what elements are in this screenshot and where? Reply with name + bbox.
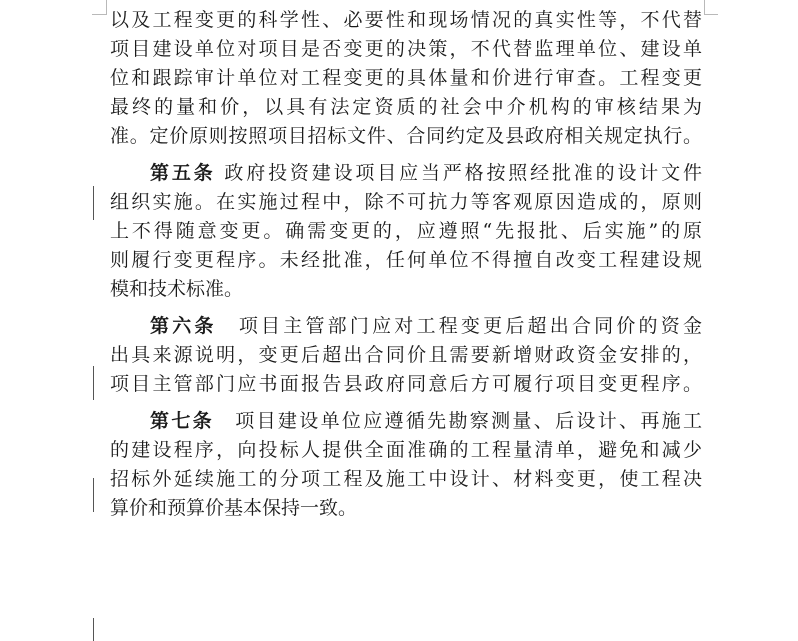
article-7-heading: 第七条	[150, 410, 214, 432]
article-7-paragraph	[110, 407, 702, 523]
paragraph-mark-article-5	[93, 186, 94, 220]
article-7-first-text: 项目建设单位应遵循先勘察测量、后设计、再施工	[235, 410, 702, 432]
text-line: 模和技术标准。	[110, 278, 244, 300]
paragraph-continuation	[110, 0, 702, 151]
article-5-first-text: 政府投资建设项目应当严格按照经批准的设计文件	[224, 162, 702, 184]
text-line: 最终的量和价，以具有法定资质的社会中介机构的审核结果为	[110, 96, 702, 118]
article-6-first-text: 项目主管部门应对工程变更后超出合同价的资金	[238, 315, 702, 337]
article-6-heading: 第六条	[150, 315, 217, 337]
text-line: 位和跟踪审计单位对工程变更的具体量和价进行审查。工程变更	[110, 67, 702, 89]
document-body	[110, 0, 702, 523]
article-5-paragraph	[110, 159, 702, 304]
article-7-first-line	[110, 407, 702, 436]
crop-mark-top-left-horizontal	[92, 14, 106, 15]
article-6-paragraph	[110, 312, 702, 399]
text-line: 以及工程变更的科学性、必要性和现场情况的真实性等，不代替	[110, 9, 702, 31]
text-line: 算价和预算价基本保持一致。	[110, 497, 358, 519]
article-5-first-line	[110, 159, 702, 188]
text-line: 招标外延续施工的分项工程及施工中设计、材料变更，使工程决	[110, 468, 702, 490]
text-line: 出具来源说明，变更后超出合同价且需要新增财政资金安排的，	[110, 344, 702, 366]
paragraph-mark-article-6	[93, 366, 94, 400]
paragraph-mark-article-7	[93, 478, 94, 512]
text-line: 组织实施。在实施过程中，除不可抗力等客观原因造成的，原则	[110, 191, 702, 213]
crop-mark-top-right-vertical	[704, 0, 705, 15]
crop-mark-top-left-vertical	[106, 0, 107, 15]
text-line: 项目主管部门应书面报告县政府同意后方可履行项目变更程序。	[110, 373, 702, 395]
text-line: 则履行变更程序。未经批准，任何单位不得擅自改变工程建设规	[110, 249, 702, 271]
text-line: 项目建设单位对项目是否变更的决策，不代替监理单位、建设单	[110, 38, 702, 60]
crop-mark-top-right-horizontal	[704, 14, 718, 15]
article-5-heading: 第五条	[150, 162, 216, 184]
text-line: 上不得随意变更。确需变更的，应遵照“先报批、后实施”的原	[110, 220, 702, 242]
text-line: 的建设程序，向投标人提供全面准确的工程量清单，避免和减少	[110, 439, 702, 461]
text-line: 准。定价原则按照项目招标文件、合同约定及县政府相关规定执行。	[110, 125, 702, 147]
paragraph-mark-bottom	[93, 618, 94, 641]
article-6-first-line	[110, 312, 702, 341]
